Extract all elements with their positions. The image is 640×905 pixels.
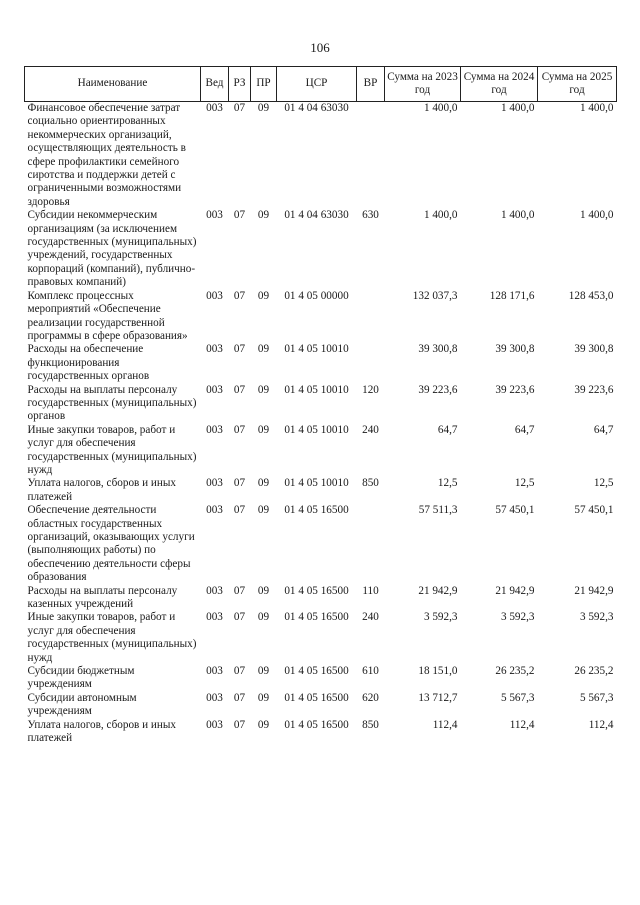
cell-pr: 09: [257, 691, 270, 704]
cell-csr: 01 4 04 63030: [284, 102, 349, 114]
col-header-pr: ПР: [251, 67, 277, 102]
col-header-vr: ВР: [357, 67, 385, 102]
cell-sum-2023: 18 151,0: [418, 665, 458, 678]
cell-csr: 01 4 05 16500: [284, 611, 349, 624]
table-row: [25, 692, 617, 719]
cell-ved: 003: [206, 504, 223, 517]
cell-sum-2025: 1 400,0: [579, 209, 614, 222]
cell-ved: 003: [206, 477, 223, 490]
cell-pr: 09: [257, 102, 270, 114]
cell-rz: 07: [233, 289, 246, 302]
cell-csr: 01 4 05 10010: [284, 477, 349, 490]
cell-sum-2023: 112,4: [432, 718, 458, 731]
cell-pr: 09: [257, 665, 270, 678]
cell-csr: 01 4 05 16500: [284, 691, 349, 704]
cell-pr: 09: [257, 718, 270, 731]
cell-rz: 07: [233, 665, 246, 678]
cell-pr: 09: [257, 343, 270, 356]
cell-sum-2024: 64,7: [514, 423, 535, 436]
cell-name: Финансовое обеспечение затрат социально ориентированных некоммерческих организаций, осуществляющих деятельность в сфере профилактики семейного сиротства и поддержки детей с ограниченными возможностями здоровья: [27, 102, 186, 208]
table-body: [25, 102, 617, 746]
cell-ved: 003: [206, 718, 223, 731]
cell-csr: 01 4 05 16500: [284, 718, 349, 731]
cell-sum-2023: 132 037,3: [412, 289, 458, 302]
cell-sum-2024: 57 450,1: [495, 504, 535, 517]
cell-sum-2024: 1 400,0: [500, 102, 535, 114]
cell-pr: 09: [257, 383, 270, 396]
table-row: [25, 719, 617, 746]
cell-vr: 630: [362, 209, 379, 222]
cell-pr: 09: [257, 477, 270, 490]
cell-vr: 120: [362, 383, 379, 396]
cell-csr: 01 4 05 16500: [284, 504, 349, 517]
cell-rz: 07: [233, 584, 246, 597]
cell-name: Иные закупки товаров, работ и услуг для обеспечения государственных (муниципальных) нужд: [27, 423, 197, 476]
cell-ved: 003: [206, 102, 223, 114]
cell-name: Субсидии некоммерческим организациям (за исключением государственных (муниципальных) учреждений, государственных корпораций (компаний), публично-правовых компаний): [27, 209, 197, 289]
page-number: 106: [310, 40, 330, 55]
cell-sum-2024: 39 223,6: [495, 383, 535, 396]
cell-rz: 07: [233, 504, 246, 517]
cell-vr: 240: [362, 611, 379, 624]
cell-rz: 07: [233, 611, 246, 624]
cell-ved: 003: [206, 611, 223, 624]
cell-vr: [357, 290, 385, 344]
cell-sum-2023: 3 592,3: [423, 611, 458, 624]
cell-name: Уплата налогов, сборов и иных платежей: [27, 718, 177, 745]
cell-vr: [357, 504, 385, 584]
cell-name: Уплата налогов, сборов и иных платежей: [27, 477, 177, 503]
cell-sum-2023: 13 712,7: [418, 691, 458, 704]
budget-table: [24, 66, 617, 746]
cell-sum-2023: 39 223,6: [418, 383, 458, 396]
cell-sum-2025: 5 567,3: [579, 691, 614, 704]
cell-vr: [357, 102, 385, 210]
cell-sum-2025: 57 450,1: [574, 504, 614, 517]
cell-sum-2024: 1 400,0: [500, 209, 535, 222]
col-header-ved: Вед: [201, 67, 229, 102]
cell-sum-2024: 26 235,2: [495, 665, 535, 678]
col-header-csr: ЦСР: [277, 67, 357, 102]
cell-name: Расходы на выплаты персоналу казенных учреждений: [27, 584, 178, 611]
cell-name: Комплекс процессных мероприятий «Обеспечение реализации государственной программы в сфере образования»: [27, 289, 188, 342]
cell-pr: 09: [257, 584, 270, 597]
cell-sum-2024: 128 171,6: [489, 289, 535, 302]
cell-sum-2023: 1 400,0: [423, 102, 458, 114]
cell-ved: 003: [206, 691, 223, 704]
cell-sum-2023: 57 511,3: [418, 504, 458, 517]
cell-sum-2024: 12,5: [514, 477, 535, 490]
table-row: [25, 665, 617, 692]
cell-ved: 003: [206, 584, 223, 597]
cell-pr: 09: [257, 423, 270, 436]
cell-name: Обеспечение деятельности областных государственных организаций, оказывающих услуги (выполняющих работы) по обеспечению деятельности сферы образования: [27, 504, 195, 584]
cell-csr: 01 4 04 63030: [284, 209, 349, 222]
cell-name: Расходы на обеспечение функционирования государственных органов: [27, 343, 150, 383]
cell-csr: 01 4 05 10010: [284, 423, 349, 436]
col-header-2025: Сумма на 2025 год: [538, 67, 617, 102]
cell-sum-2023: 39 300,8: [418, 343, 458, 356]
table-row: [25, 585, 617, 612]
cell-name: Субсидии автономным учреждениям: [27, 691, 137, 718]
cell-vr: 850: [362, 718, 379, 731]
cell-ved: 003: [206, 665, 223, 678]
table-row: [25, 477, 617, 504]
cell-pr: 09: [257, 504, 270, 517]
cell-ved: 003: [206, 423, 223, 436]
cell-vr: 110: [362, 584, 379, 597]
col-header-name: Наименование: [25, 67, 201, 102]
cell-sum-2025: 3 592,3: [579, 611, 614, 624]
cell-rz: 07: [233, 691, 246, 704]
cell-ved: 003: [206, 289, 223, 302]
cell-rz: 07: [233, 718, 246, 731]
table-header-row: [25, 67, 617, 102]
cell-sum-2024: 21 942,9: [495, 584, 535, 597]
cell-sum-2025: 1 400,0: [579, 102, 614, 114]
cell-pr: 09: [257, 209, 270, 222]
cell-csr: 01 4 05 16500: [284, 665, 349, 678]
cell-rz: 07: [233, 423, 246, 436]
cell-sum-2023: 12,5: [437, 477, 458, 490]
cell-sum-2025: 112,4: [588, 718, 614, 731]
cell-sum-2025: 39 223,6: [574, 383, 614, 396]
cell-vr: 620: [362, 691, 379, 704]
cell-name: Иные закупки товаров, работ и услуг для обеспечения государственных (муниципальных) нужд: [27, 611, 197, 664]
cell-sum-2024: 5 567,3: [500, 691, 535, 704]
cell-sum-2025: 39 300,8: [574, 343, 614, 356]
cell-name: Субсидии бюджетным учреждениям: [27, 665, 135, 691]
cell-sum-2023: 1 400,0: [423, 209, 458, 222]
cell-ved: 003: [206, 343, 223, 356]
col-header-rz: РЗ: [229, 67, 251, 102]
cell-csr: 01 4 05 10010: [284, 383, 349, 396]
cell-sum-2023: 21 942,9: [418, 584, 458, 597]
cell-sum-2025: 64,7: [593, 423, 614, 436]
cell-rz: 07: [233, 383, 246, 396]
cell-name: Расходы на выплаты персоналу государственных (муниципальных) органов: [27, 383, 197, 423]
cell-sum-2024: 112,4: [509, 718, 535, 731]
cell-rz: 07: [233, 102, 246, 114]
table-row: [25, 209, 617, 289]
cell-rz: 07: [233, 477, 246, 490]
table-row: [25, 384, 617, 424]
cell-vr: 610: [362, 665, 379, 678]
table-row: [25, 611, 617, 665]
cell-ved: 003: [206, 209, 223, 222]
table-row: [25, 343, 617, 383]
cell-vr: [357, 343, 385, 383]
cell-rz: 07: [233, 209, 246, 222]
cell-vr: 850: [362, 477, 379, 490]
cell-vr: 240: [362, 423, 379, 436]
cell-sum-2025: 26 235,2: [574, 665, 614, 678]
cell-csr: 01 4 05 00000: [284, 289, 349, 302]
col-header-2023: Сумма на 2023 год: [385, 67, 461, 102]
cell-pr: 09: [257, 611, 270, 624]
table-row: [25, 424, 617, 478]
cell-sum-2023: 64,7: [437, 423, 458, 436]
cell-rz: 07: [233, 343, 246, 356]
cell-sum-2024: 3 592,3: [500, 611, 535, 624]
col-header-2024: Сумма на 2024 год: [461, 67, 538, 102]
cell-pr: 09: [257, 289, 270, 302]
cell-sum-2025: 128 453,0: [568, 289, 614, 302]
cell-sum-2025: 21 942,9: [574, 584, 614, 597]
cell-csr: 01 4 05 10010: [284, 343, 349, 356]
cell-sum-2025: 12,5: [593, 477, 614, 490]
cell-csr: 01 4 05 16500: [284, 584, 349, 597]
table-row: [25, 102, 617, 210]
cell-sum-2024: 39 300,8: [495, 343, 535, 356]
table-row: [25, 504, 617, 584]
cell-ved: 003: [206, 383, 223, 396]
table-row: [25, 290, 617, 344]
